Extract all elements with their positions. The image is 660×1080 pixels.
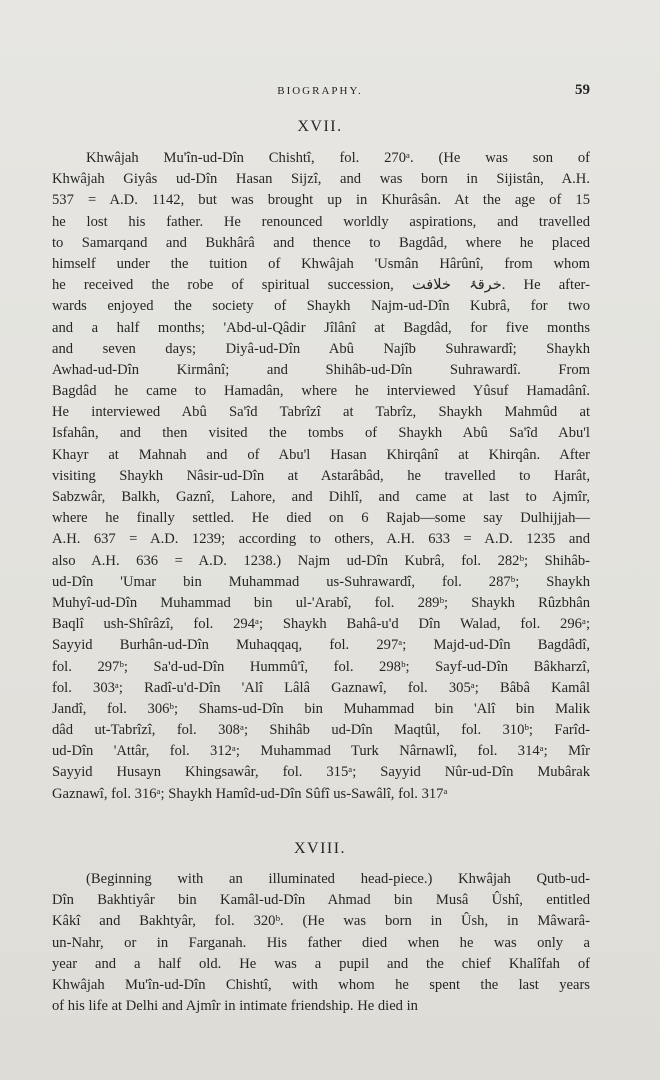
- text-line: Bagdâd he came to Hamadân, where he interviewed Yûsuf Hamadânî.: [52, 383, 590, 400]
- text-line: visiting Shaykh Nâsir-ud-Dîn at Astarâbâd, he travelled to Harât,: [52, 467, 590, 484]
- text-line: Sayyid Husayn Khingsawâr, fol. 315ᵃ; Sayyid Nûr-ud-Dîn Mubârak: [52, 764, 590, 781]
- text-line: ud-Dîn 'Attâr, fol. 312ᵃ; Muhammad Turk Nârnawlî, fol. 314ᵃ; Mîr: [52, 743, 590, 760]
- page-number: 59: [575, 82, 590, 98]
- text-line: he lost his father. He renounced worldly aspirations, and travelled: [52, 213, 590, 230]
- text-line: Dîn Bakhtiyâr bin Kamâl-ud-Dîn Ahmad bin Musâ Ûshî, entitled: [52, 892, 590, 909]
- text-line: Khwâjah Giyâs ud-Dîn Hasan Sijzî, and was born in Sijistân, A.H.: [52, 171, 590, 188]
- text-line: 537 = A.D. 1142, but was brought up in Khurâsân. At the age of 15: [52, 192, 590, 209]
- text-line: wards enjoyed the society of Shaykh Najm-ud-Dîn Kubrâ, for two: [52, 298, 590, 315]
- section-xviii-text: [52, 869, 590, 1017]
- text-line: Sayyid Burhân-ud-Dîn Muhaqqaq, fol. 297ᵃ; Majd-ud-Dîn Bagdâdî,: [52, 637, 590, 654]
- text-line: Gaznawî, fol. 316ᵃ; Shaykh Hamîd-ud-Dîn Sûfî us-Sawâlî, fol. 317ᵃ: [52, 785, 448, 802]
- running-head: [0, 82, 660, 102]
- text-line: Sabzwâr, Balkh, Gaznî, Lahore, and Dihlî, and came at last to Ajmîr,: [52, 489, 590, 505]
- text-line: Muhyî-ud-Dîn Muhammad bin ul-'Arabî, fol. 289ᵇ; Shaykh Rûzbhân: [52, 594, 590, 611]
- text-line: he received the robe of spiritual succession, خرقۂ خلافت. He after-: [52, 277, 590, 294]
- text-line: un-Nahr, or in Farganah. His father died when he was only a: [52, 934, 590, 951]
- section-numeral-xviii: XVIII.: [293, 840, 347, 857]
- text-line: ud-Dîn 'Umar bin Muhammad us-Suhrawardî, fol. 287ᵇ; Shaykh: [52, 573, 590, 590]
- text-line: Awhad-ud-Dîn Kirmânî; and Shihâb-ud-Dîn Suhrawardî. From: [52, 361, 590, 378]
- text-line: A.H. 637 = A.D. 1239; according to others, A.H. 633 = A.D. 1235 and: [52, 531, 590, 548]
- section-numeral-xvii: XVII.: [297, 118, 343, 135]
- text-line: Baqlî ush-Shîrâzî, fol. 294ᵃ; Shaykh Bahâ-u'd Dîn Walad, fol. 296ᵃ;: [52, 616, 590, 633]
- text-line: dâd ut-Tabrîzî, fol. 308ᵃ; Shihâb ud-Dîn Maqtûl, fol. 310ᵇ; Farîd-: [52, 722, 590, 739]
- text-line: Khwâjah Mu'în-ud-Dîn Chishtî, with whom he spent the last years: [52, 976, 590, 993]
- text-line: and seven days; Diyâ-ud-Dîn Abû Najîb Suhrawardî; Shaykh: [52, 340, 590, 357]
- text-line: Khayr at Mahnah and of Abu'l Hasan Khirqânî at Khirqân. After: [52, 446, 590, 463]
- text-line: fol. 297ᵇ; Sa'd-ud-Dîn Hummû'î, fol. 298ᵇ; Sayf-ud-Dîn Bâkharzî,: [52, 658, 590, 675]
- text-line: also A.H. 636 = A.D. 1238.) Najm ud-Dîn Kubrâ, fol. 282ᵇ; Shihâb-: [52, 552, 590, 569]
- text-line: He interviewed Abû Sa'îd Tabrîzî at Tabrîz, Shaykh Mahmûd at: [52, 404, 590, 421]
- text-line: where he finally settled. He died on 6 Rajab—some say Dulhijjah—: [52, 510, 590, 527]
- text-line: himself under the tuition of Khwâjah 'Usmân Hârûnî, from whom: [52, 255, 590, 272]
- text-line: Khwâjah Mu'în-ud-Dîn Chishtî, fol. 270ᵃ. (He was son of: [86, 150, 590, 166]
- running-title: BIOGRAPHY.: [277, 85, 363, 97]
- text-line: of his life at Delhi and Ajmîr in intimate friendship. He died in: [52, 998, 418, 1015]
- text-line: Kâkî and Bakhtyâr, fol. 320ᵇ. (He was born in Ûsh, in Mâwarâ-: [52, 913, 590, 930]
- text-line: year and a half old. He was a pupil and the chief Khalîfah of: [52, 955, 590, 972]
- section-xvii-text: [52, 148, 590, 805]
- text-line: (Beginning with an illuminated head-piece.) Khwâjah Qutb-ud-: [86, 871, 590, 887]
- text-line: to Samarqand and Bukhârâ and thence to Bagdâd, where he placed: [52, 234, 590, 251]
- text-line: Jandî, fol. 306ᵇ; Shams-ud-Dîn bin Muhammad bin 'Alî bin Malik: [52, 700, 590, 717]
- text-line: and a half months; 'Abd-ul-Qâdir Jîlânî at Bagdâd, for five months: [52, 319, 590, 336]
- text-line: fol. 303ᵃ; Radî-u'd-Dîn 'Alî Lâlâ Gaznawî, fol. 305ᵃ; Bâbâ Kamâl: [52, 679, 590, 696]
- text-line: Isfahân, and then visited the tombs of Shaykh Abû Sa'îd Abu'l: [52, 425, 590, 442]
